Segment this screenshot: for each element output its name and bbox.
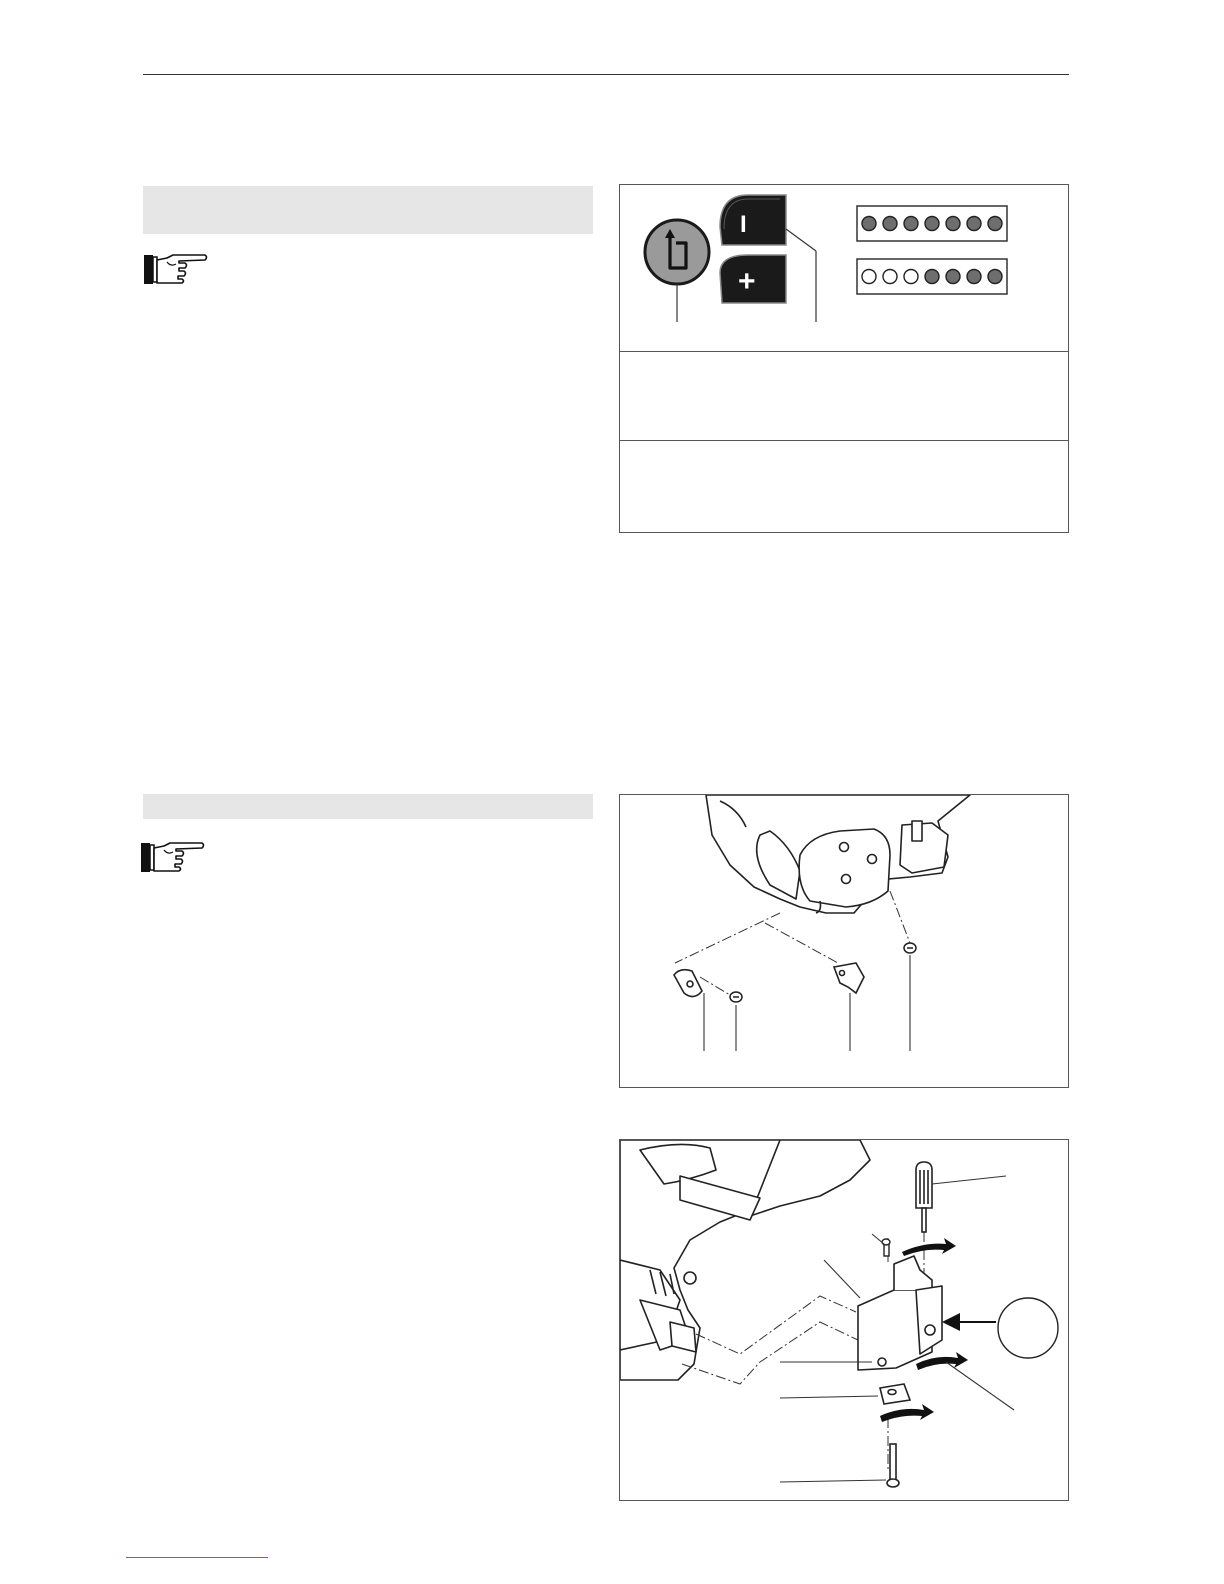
guide-assembly-figure — [619, 1139, 1069, 1501]
arrow-icon — [942, 1313, 996, 1331]
led-on — [925, 270, 939, 284]
minus-icon — [720, 195, 786, 245]
minus-button-label: I — [740, 211, 747, 238]
plus-button-label: + — [738, 265, 756, 298]
guide-block — [858, 1256, 942, 1370]
led-on — [988, 217, 1002, 231]
led-on — [883, 217, 897, 231]
led-on — [862, 217, 876, 231]
figure-divider-2 — [620, 440, 1068, 441]
led-on — [946, 270, 960, 284]
section-heading-bar-2 — [143, 794, 593, 819]
tool-body-illustration — [620, 1140, 870, 1380]
header-rule — [143, 74, 1069, 75]
section-heading-bar-1 — [143, 186, 593, 234]
led-on — [904, 217, 918, 231]
clamp-part-left — [674, 970, 702, 997]
led-on — [925, 217, 939, 231]
small-screw — [882, 1239, 890, 1256]
tool-head-exploded-figure — [619, 794, 1069, 1088]
led-off — [904, 270, 918, 284]
pointing-hand-icon — [143, 252, 209, 286]
control-panel-figure — [619, 184, 1069, 533]
tool-head-illustration — [706, 795, 970, 913]
small-screw-left — [730, 992, 742, 1002]
loop-arrow-icon — [645, 220, 709, 284]
spacer-block — [880, 1384, 910, 1404]
pointing-hand-icon — [140, 840, 206, 874]
figure-divider-1 — [620, 351, 1068, 352]
led-on — [967, 270, 981, 284]
long-screw — [887, 1444, 899, 1487]
screwdriver-icon — [916, 1162, 932, 1232]
led-on — [988, 270, 1002, 284]
led-on — [946, 217, 960, 231]
callout-circle-icon — [998, 1298, 1058, 1358]
led-on — [967, 217, 981, 231]
footer-link-underline[interactable] — [126, 1557, 268, 1558]
clamp-part-right — [834, 963, 864, 993]
led-off — [883, 270, 897, 284]
led-off — [862, 270, 876, 284]
small-screw-right — [904, 943, 916, 953]
